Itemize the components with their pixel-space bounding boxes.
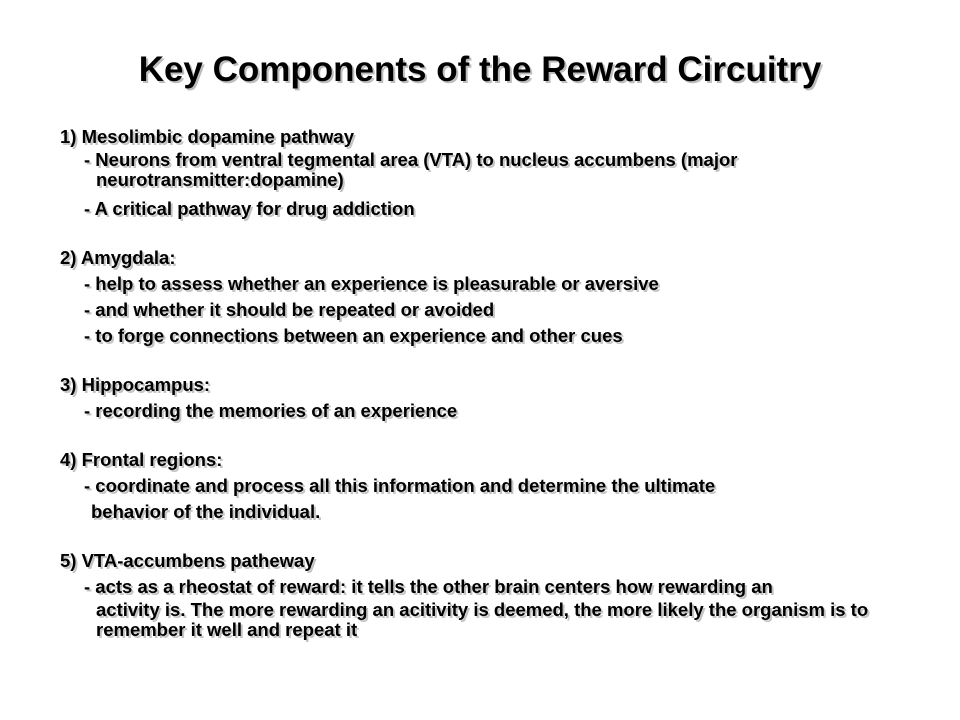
bullet-item: - help to assess whether an experience is pleasurable or aversive xyxy=(84,273,659,294)
slide-body xyxy=(60,124,920,663)
bullet-item: - acts as a rheostat of reward: it tells the other brain centers how rewarding an xyxy=(84,576,773,597)
section-vta-accumbens xyxy=(60,548,920,640)
bullet-item: - A critical pathway for drug addiction xyxy=(84,198,415,219)
bullet-item: - to forge connections between an experience and other cues xyxy=(84,325,623,346)
section-heading: 4) Frontal regions: xyxy=(60,449,223,470)
section-amygdala xyxy=(60,245,920,349)
bullet-item: - coordinate and process all this information and determine the ultimate xyxy=(84,475,716,496)
section-heading: 1) Mesolimbic dopamine pathway xyxy=(60,126,355,147)
bullet-item: - Neurons from ventral tegmental area (VTA) to nucleus accumbens (major neurotransmitter:dopamine) xyxy=(84,149,738,190)
section-frontal-regions xyxy=(60,447,920,525)
bullet-item: - recording the memories of an experience xyxy=(84,400,458,421)
bullet-continuation: behavior of the individual. xyxy=(91,501,321,522)
bullet-continuation: activity is. The more rewarding an acitivity is deemed, the more likely the organism is to remember it well and repeat it xyxy=(96,599,869,640)
section-heading: 5) VTA-accumbens patheway xyxy=(60,550,315,571)
bullet-item: - and whether it should be repeated or avoided xyxy=(84,299,495,320)
section-heading: 3) Hippocampus: xyxy=(60,374,211,395)
section-hippocampus xyxy=(60,372,920,424)
slide-title: Key Components of the Reward Circuitry xyxy=(138,50,822,89)
section-heading: 2) Amygdala: xyxy=(60,247,176,268)
section-mesolimbic-pathway xyxy=(60,124,920,222)
